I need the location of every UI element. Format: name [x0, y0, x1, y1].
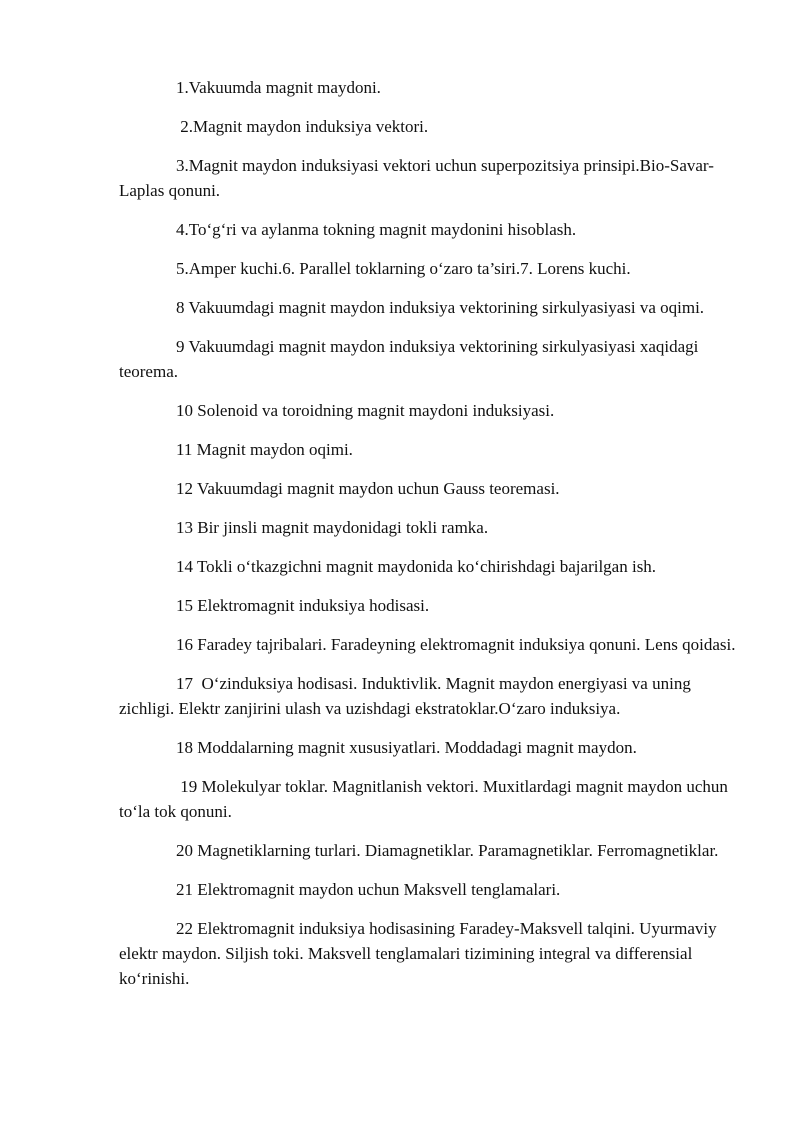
- paragraph-14: 16 Faradey tajribalari. Faradeyning elektromagnit induksiya qonuni. Lens qoidasi.: [176, 635, 736, 654]
- paragraph-17: 19 Molekulyar toklar. Magnitlanish vektori. Muxitlardagi magnit maydon uchun to‘la tok qonuni.: [119, 777, 733, 821]
- paragraph-15: 17 O‘zinduksiya hodisasi. Induktivlik. Magnit maydon energiyasi va uning zichligi. Elektr zanjirini ulash va uzishdagi ekstratoklar.O‘zaro induksiya.: [119, 674, 696, 718]
- paragraph-13: 15 Elektromagnit induksiya hodisasi.: [176, 596, 430, 615]
- paragraph-11: 13 Bir jinsli magnit maydonidagi tokli ramka.: [176, 518, 489, 537]
- paragraph-8: 10 Solenoid va toroidning magnit maydoni induksiyasi.: [176, 401, 555, 420]
- paragraph-19: 21 Elektromagnit maydon uchun Maksvell tenglamalari.: [176, 880, 561, 899]
- paragraph-9: 11 Magnit maydon oqimi.: [176, 440, 353, 459]
- paragraph-12: 14 Tokli o‘tkazgichni magnit maydonida ko‘chirishdagi bajarilgan ish.: [176, 557, 657, 576]
- document-body: [119, 75, 741, 1005]
- paragraph-1: 1.Vakuumda magnit maydoni.: [176, 78, 381, 97]
- paragraph-20: 22 Elektromagnit induksiya hodisasining Faradey-Maksvell talqini. Uyurmaviy elektr maydon. Siljish toki. Maksvell tenglamalari tizimining integral va differensial ko‘rinishi.: [119, 919, 721, 988]
- paragraph-18: 20 Magnetiklarning turlari. Diamagnetiklar. Paramagnetiklar. Ferromagnetiklar.: [176, 841, 719, 860]
- paragraph-4: 4.To‘g‘ri va aylanma tokning magnit maydonini hisoblash.: [176, 220, 577, 239]
- paragraph-5: 5.Amper kuchi.6. Parallel toklarning o‘zaro ta’siri.7. Lorens kuchi.: [176, 259, 631, 278]
- paragraph-6: 8 Vakuumdagi magnit maydon induksiya vektorining sirkulyasiyasi va oqimi.: [176, 298, 705, 317]
- paragraph-7: 9 Vakuumdagi magnit maydon induksiya vektorining sirkulyasiyasi xaqidagi teorema.: [119, 337, 703, 381]
- paragraph-16: 18 Moddalarning magnit xususiyatlari. Moddadagi magnit maydon.: [176, 738, 637, 757]
- paragraph-3: 3.Magnit maydon induksiyasi vektori uchun superpozitsiya prinsipi.Bio-Savar-Laplas qonuni.: [119, 156, 714, 200]
- paragraph-2: 2.Magnit maydon induksiya vektori.: [176, 117, 429, 136]
- paragraph-10: 12 Vakuumdagi magnit maydon uchun Gauss teoremasi.: [176, 479, 560, 498]
